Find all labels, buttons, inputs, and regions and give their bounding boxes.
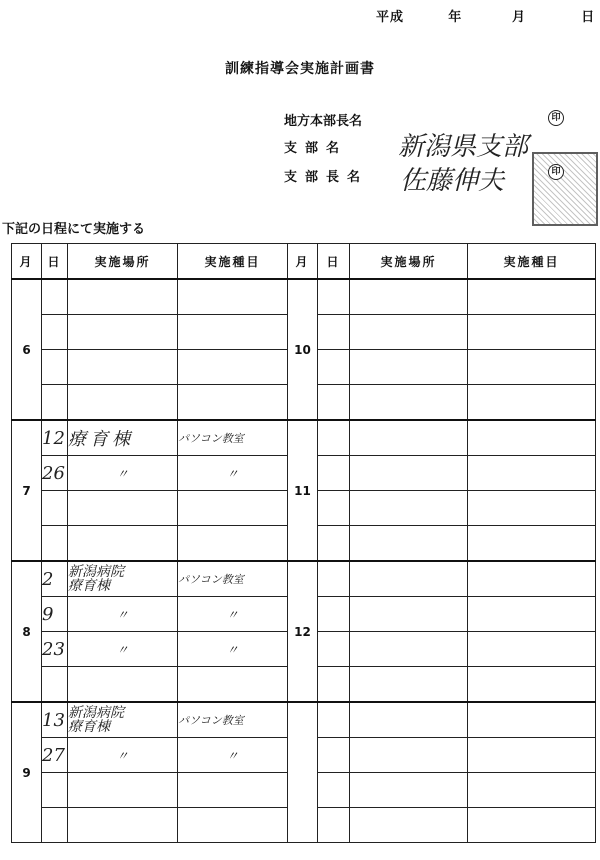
table-row bbox=[12, 420, 596, 456]
entry-day: 23 bbox=[42, 632, 68, 667]
month-cell-right: 12 bbox=[288, 561, 318, 702]
table-header-row bbox=[12, 244, 596, 280]
col-header-month: 月 bbox=[12, 244, 42, 280]
entry-place-line2: 療育棟 bbox=[68, 719, 110, 735]
entry-place-ditto: 〃 bbox=[68, 738, 178, 773]
entry-event: パソコン教室 bbox=[178, 420, 288, 456]
entry-event-ditto: 〃 bbox=[178, 738, 288, 773]
chief-label: 支部長名 bbox=[284, 170, 369, 185]
col-header-month-right: 月 bbox=[288, 244, 318, 280]
entry-place-line1: 新潟病院 bbox=[68, 705, 124, 721]
col-header-day-right: 日 bbox=[318, 244, 350, 280]
entry-day: 9 bbox=[42, 597, 68, 632]
month-cell: 6 bbox=[12, 279, 42, 420]
table-row bbox=[12, 561, 596, 597]
regional-label: 地方本部長名 bbox=[284, 114, 363, 129]
col-header-event: 実施種目 bbox=[178, 244, 288, 280]
entry-place bbox=[68, 702, 178, 738]
day-label: 日 bbox=[581, 10, 596, 25]
month-label: 月 bbox=[511, 10, 526, 25]
seal-mark-regional: 印 bbox=[548, 110, 564, 126]
era-label: 平成 bbox=[376, 10, 405, 25]
month-cell-right-empty bbox=[288, 702, 318, 843]
entry-place-ditto: 〃 bbox=[68, 597, 178, 632]
branch-value: 新潟県支部 bbox=[398, 132, 529, 162]
entry-place-line1: 新潟病院 bbox=[68, 564, 124, 580]
date-line bbox=[376, 6, 595, 25]
table-row bbox=[12, 279, 596, 315]
entry-event-ditto: 〃 bbox=[178, 632, 288, 667]
entry-place-ditto: 〃 bbox=[68, 456, 178, 491]
entry-event: パソコン教室 bbox=[178, 702, 288, 738]
entry-day: 26 bbox=[42, 456, 68, 491]
month-cell-right: 11 bbox=[288, 420, 318, 561]
entry-event-ditto: 〃 bbox=[178, 597, 288, 632]
entry-place bbox=[68, 561, 178, 597]
page-title: 訓練指導会実施計画書 bbox=[225, 61, 375, 77]
year-label: 年 bbox=[448, 10, 463, 25]
official-stamp bbox=[532, 152, 598, 226]
entry-day: 13 bbox=[42, 702, 68, 738]
seal-mark-chief: 印 bbox=[548, 164, 564, 180]
entry-place: 療育棟 bbox=[68, 420, 178, 456]
month-cell: 9 bbox=[12, 702, 42, 843]
branch-label: 支部名 bbox=[284, 141, 348, 156]
month-cell-right: 10 bbox=[288, 279, 318, 420]
table-row bbox=[12, 702, 596, 738]
col-header-day: 日 bbox=[42, 244, 68, 280]
chief-value: 佐藤伸夫 bbox=[400, 166, 505, 196]
entry-day: 27 bbox=[42, 738, 68, 773]
col-header-place-right: 実施場所 bbox=[350, 244, 468, 280]
month-cell: 8 bbox=[12, 561, 42, 702]
intro-text: 下記の日程にて実施する bbox=[2, 222, 146, 237]
entry-day: 12 bbox=[42, 420, 68, 456]
month-cell: 7 bbox=[12, 420, 42, 561]
entry-place-line2: 療育棟 bbox=[68, 578, 110, 594]
entry-place-ditto: 〃 bbox=[68, 632, 178, 667]
entry-event: パソコン教室 bbox=[178, 561, 288, 597]
col-header-event-right: 実施種目 bbox=[468, 244, 596, 280]
schedule-table bbox=[11, 243, 596, 843]
col-header-place: 実施場所 bbox=[68, 244, 178, 280]
entry-event-ditto: 〃 bbox=[178, 456, 288, 491]
entry-day: 2 bbox=[42, 561, 68, 597]
